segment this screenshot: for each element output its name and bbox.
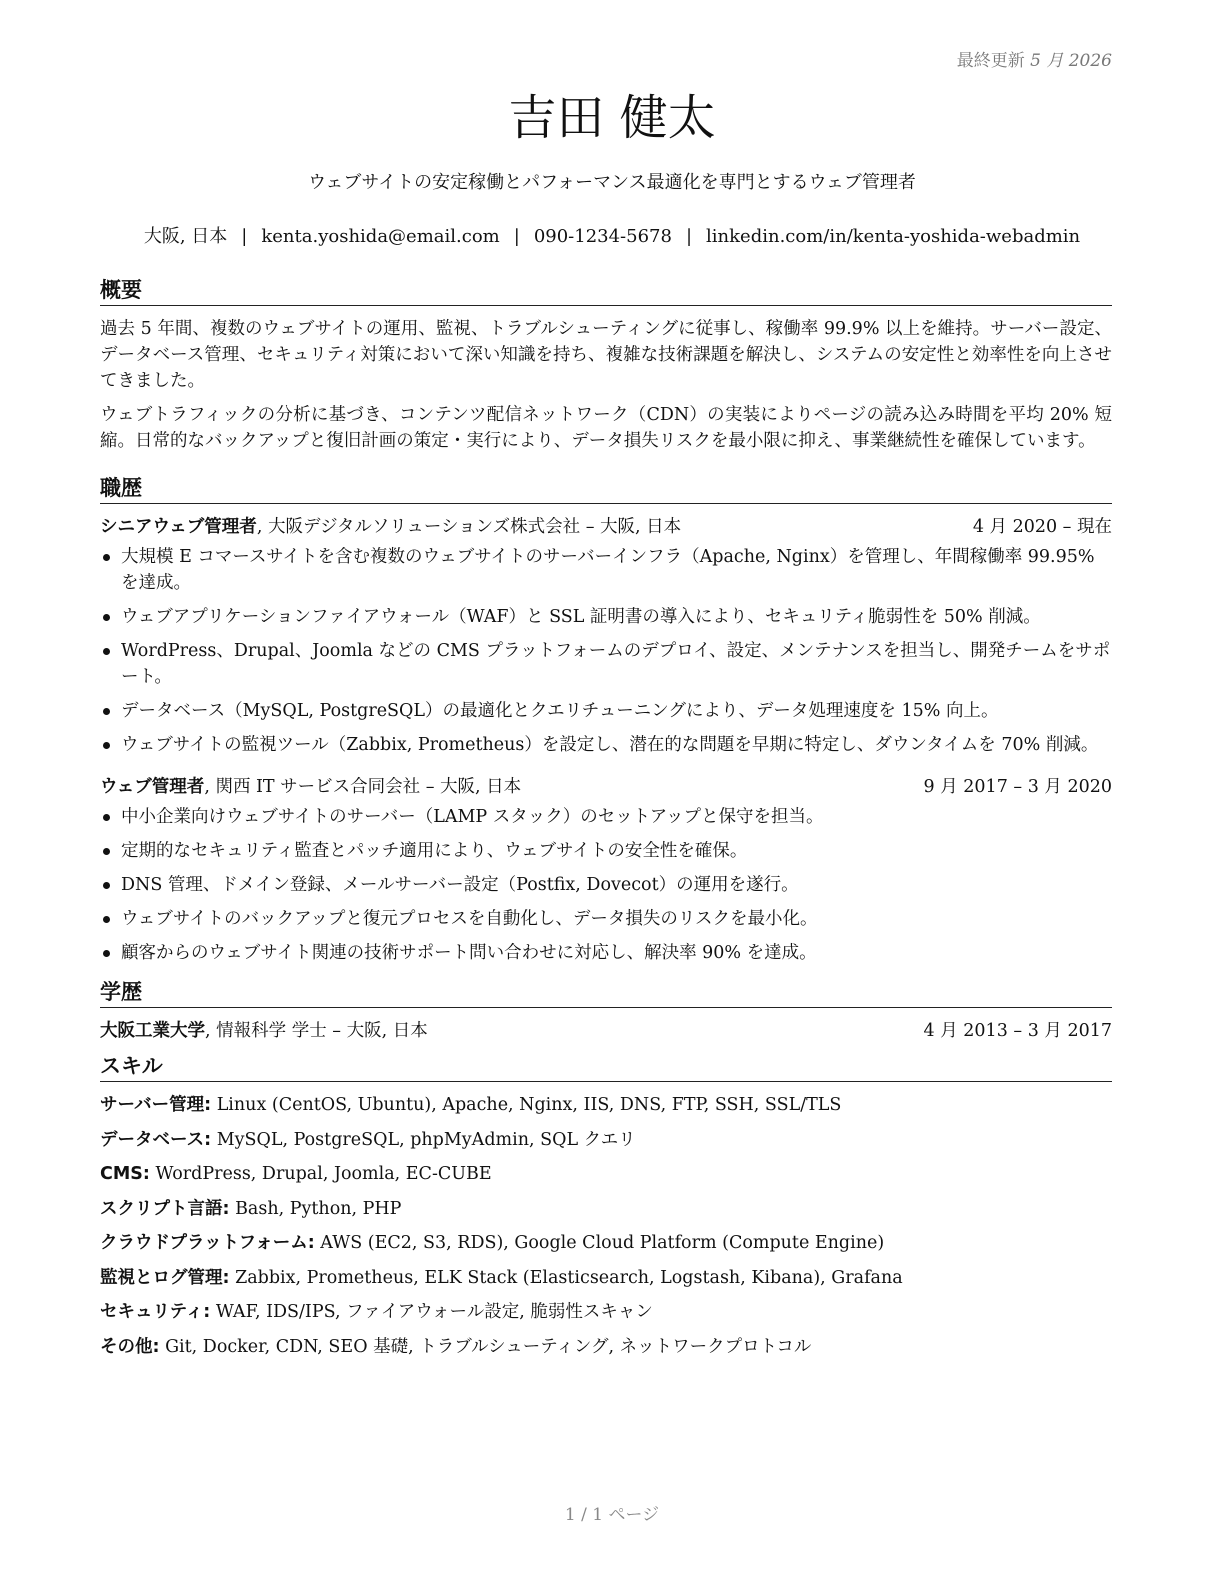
contact-separator: | — [241, 226, 248, 247]
contact-location: 大阪, 日本 — [143, 226, 228, 247]
skill-label: サーバー管理: — [100, 1095, 212, 1115]
skill-label: 監視とログ管理: — [100, 1267, 230, 1288]
section-title-summary: 概要 — [100, 276, 1112, 306]
summary-paragraph: ウェブトラフィックの分析に基づき、コンテンツ配信ネットワーク（CDN）の実装によりページの読み込み時間を平均 20% 短縮。日常的なバックアップと復旧計画の策定・実行により、データ損失リスクを最小限に抑え、事業継続性を確保しています。 — [100, 405, 1112, 451]
skill-label: セキュリティ: — [100, 1302, 211, 1322]
skill-row — [100, 1334, 1112, 1360]
job-org: , 大阪デジタルソリューションズ株式会社 – 大阪, 日本 — [256, 517, 682, 537]
section-title-education: 学歴 — [100, 978, 1112, 1008]
skill-row — [100, 1196, 1112, 1222]
skill-row — [100, 1127, 1112, 1153]
education-dates: 4 月 2013 – 3 月 2017 — [923, 1021, 1112, 1041]
job-title-line — [100, 514, 681, 540]
skill-value: WAF, IDS/IPS, ファイアウォール設定, 脆弱性スキャン — [210, 1302, 653, 1322]
skill-label: スクリプト言語: — [100, 1198, 230, 1219]
job-header — [100, 514, 1112, 540]
contact-email[interactable]: kenta.yoshida@email.com — [261, 226, 500, 247]
education-school: 大阪工業大学 — [100, 1021, 205, 1041]
education-row — [100, 1018, 1112, 1044]
job-dates: 9 月 2017 – 3 月 2020 — [923, 777, 1112, 797]
skill-label: CMS: — [100, 1164, 150, 1184]
skill-label: クラウドプラットフォーム: — [100, 1233, 315, 1253]
list-item: ウェブサイトのバックアップと復元プロセスを自動化し、データ損失のリスクを最小化。 — [100, 906, 1112, 932]
skill-label: データベース: — [100, 1129, 212, 1150]
list-item: ウェブアプリケーションファイアウォール（WAF）と SSL 証明書の導入により、セキュリティ脆弱性を 50% 削減。 — [100, 604, 1112, 630]
skill-label: その他: — [100, 1336, 160, 1357]
job-bullets — [100, 804, 1112, 966]
skill-row — [100, 1265, 1112, 1291]
list-item: 中小企業向けウェブサイトのサーバー（LAMP スタック）のセットアップと保守を担当。 — [100, 804, 1112, 830]
skill-value: AWS (EC2, S3, RDS), Google Cloud Platform (Compute Engine) — [314, 1233, 885, 1253]
skill-value: MySQL, PostgreSQL, phpMyAdmin, SQL クエリ — [211, 1129, 636, 1150]
job-dates: 4 月 2020 – 現在 — [972, 517, 1112, 537]
skill-row — [100, 1161, 1112, 1187]
job-role: ウェブ管理者 — [100, 777, 205, 797]
list-item: DNS 管理、ドメイン登録、メールサーバー設定（Postfix, Dovecot）の運用を遂行。 — [100, 872, 1112, 898]
last-updated-prefix: 最終更新 — [956, 51, 1025, 71]
tagline: ウェブサイトの安定稼働とパフォーマンス最適化を専門とするウェブ管理者 — [308, 172, 916, 193]
education-title-line — [100, 1018, 428, 1044]
last-updated — [957, 46, 1112, 71]
page-number: 1 / 1 ページ — [564, 1505, 660, 1525]
resume-body — [100, 276, 1112, 1368]
job-bullets — [100, 544, 1112, 758]
skill-value: Git, Docker, CDN, SEO 基礎, トラブルシューティング, ネットワークプロトコル — [159, 1336, 812, 1357]
contact-separator: | — [685, 226, 693, 247]
skill-value: Bash, Python, PHP — [229, 1198, 402, 1219]
list-item: WordPress、Drupal、Joomla などの CMS プラットフォームのデプロイ、設定、メンテナンスを担当し、開発チームをサポート。 — [100, 638, 1112, 690]
job-title-line — [100, 774, 521, 800]
list-item: 顧客からのウェブサイト関連の技術サポート問い合わせに対応し、解決率 90% を達成。 — [100, 940, 1112, 966]
skill-value: Linux (CentOS, Ubuntu), Apache, Nginx, IIS, DNS, FTP, SSH, SSL/TLS — [211, 1095, 842, 1115]
list-item: 定期的なセキュリティ監査とパッチ適用により、ウェブサイトの安全性を確保。 — [100, 838, 1112, 864]
contact-phone[interactable]: 090-1234-5678 — [533, 226, 672, 247]
section-title-experience: 職歴 — [100, 474, 1112, 504]
skill-row — [100, 1230, 1112, 1256]
contact-separator: | — [513, 226, 520, 247]
section-title-skills: スキル — [100, 1052, 1112, 1082]
skill-row — [100, 1092, 1112, 1118]
job-org: , 関西 IT サービス合同会社 – 大阪, 日本 — [204, 777, 522, 797]
education-detail: , 情報科学 学士 – 大阪, 日本 — [205, 1021, 428, 1041]
job-role: シニアウェブ管理者 — [100, 517, 257, 537]
list-item: ウェブサイトの監視ツール（Zabbix, Prometheus）を設定し、潜在的な問題を早期に特定し、ダウンタイムを 70% 削減。 — [100, 732, 1112, 758]
contact-linkedin[interactable]: linkedin.com/in/kenta-yoshida-webadmin — [706, 226, 1081, 247]
skill-value: Zabbix, Prometheus, ELK Stack (Elasticsearch, Logstash, Kibana), Grafana — [229, 1267, 903, 1288]
job-header — [100, 774, 1112, 800]
skill-row — [100, 1299, 1112, 1325]
summary-paragraph: 過去 5 年間、複数のウェブサイトの運用、監視、トラブルシューティングに従事し、稼働率 99.9% 以上を維持。サーバー設定、データベース管理、セキュリティ対策において深い知識を持ち、複雑な技術課題を解決し、システムの安定性と効率性を向上させてきました。 — [100, 319, 1112, 391]
last-updated-date: 5 月 2026 — [1030, 51, 1112, 71]
candidate-name: 吉田 健太 — [508, 90, 716, 146]
contact-line — [0, 224, 1224, 250]
skill-value: WordPress, Drupal, Joomla, EC-CUBE — [149, 1164, 492, 1184]
list-item: 大規模 E コマースサイトを含む複数のウェブサイトのサーバーインフラ（Apache, Nginx）を管理し、年間稼働率 99.95% を達成。 — [100, 544, 1112, 596]
list-item: データベース（MySQL, PostgreSQL）の最適化とクエリチューニングにより、データ処理速度を 15% 向上。 — [100, 698, 1112, 724]
